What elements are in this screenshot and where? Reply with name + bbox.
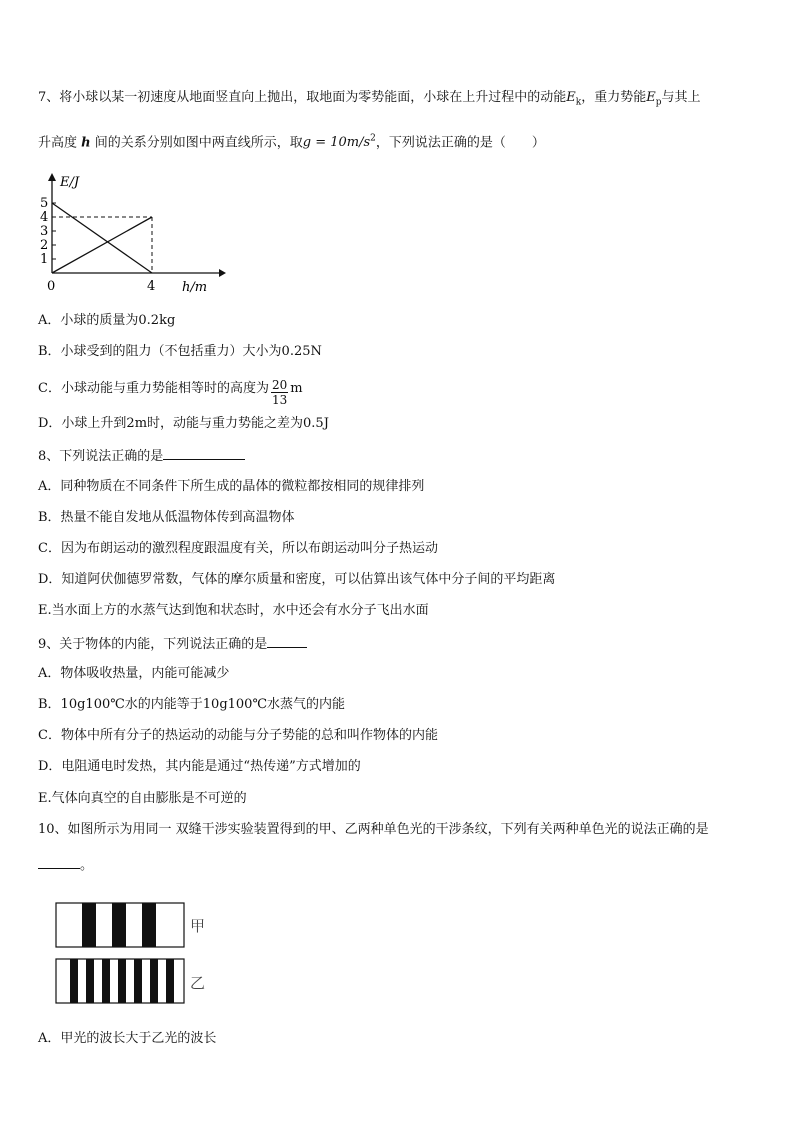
g-text: g = 10m/s: [302, 135, 371, 151]
y-tick-label: 4: [40, 210, 49, 225]
q7-option-b: B．小球受到的阻力（不包括重力）大小为0.25N: [38, 344, 322, 359]
g-equation: [303, 135, 376, 150]
q7-stem-line2: [38, 130, 545, 152]
q7-option-a: A．小球的质量为0.2kg: [38, 313, 176, 328]
dark-fringe: [112, 903, 126, 947]
y-tick-label: 1: [40, 252, 49, 267]
q7-text: ，下列说法正确的是（ ）: [375, 135, 545, 151]
q8-option-d: D．知道阿伏伽德罗常数，气体的摩尔质量和密度，可以估算出该气体中分子间的平均距离: [38, 572, 556, 587]
answer-blank: [38, 855, 80, 869]
label-yi: 乙: [190, 974, 206, 992]
dark-fringe: [86, 959, 94, 1003]
ek-letter: E: [566, 90, 576, 105]
q8-stem: [38, 446, 245, 466]
q8-option-c: C．因为布朗运动的激烈程度跟温度有关，所以布朗运动叫分子热运动: [38, 541, 438, 556]
label-jia: 甲: [190, 917, 206, 935]
q10-option-a: A．甲光的波长大于乙光的波长: [38, 1031, 217, 1046]
q9-option-d: D．电阻通电时发热，其内能是通过“热传递”方式增加的: [38, 759, 361, 774]
q7-option-c: [38, 378, 303, 407]
q7-text: 升高度: [38, 135, 78, 151]
q7-option-c-unit: m: [290, 381, 303, 396]
ep-letter: E: [646, 90, 656, 105]
y-tick-label: 5: [40, 196, 49, 211]
ep-symbol: [646, 90, 662, 108]
dark-fringe: [102, 959, 110, 1003]
q10-stem: 10、如图所示为用同一 双缝干涉实验装置得到的甲、乙两种单色光的干涉条纹，下列有关两种单色光的说法正确的是: [38, 822, 709, 837]
kinetic-energy-line: [52, 203, 152, 273]
q9-option-a: A．物体吸收热量，内能可能减少: [38, 666, 230, 681]
h-symbol: h: [81, 135, 91, 151]
y-tick-label: 2: [40, 238, 49, 253]
fraction: [271, 378, 288, 407]
x-axis-arrow: [219, 269, 226, 277]
energy-height-graph: [34, 170, 234, 300]
dark-fringe: [70, 959, 78, 1003]
answer-blank: [267, 634, 307, 648]
dark-fringe: [150, 959, 158, 1003]
x-tick-label: 4: [147, 279, 156, 294]
q9-stem: [38, 634, 307, 654]
origin-label: 0: [47, 279, 56, 294]
fraction-numerator: 20: [271, 378, 288, 392]
dark-fringe: [118, 959, 126, 1003]
q7-stem-line1: [38, 89, 701, 112]
q10-stem-period: 。: [80, 858, 94, 873]
g-exponent: 2: [370, 134, 376, 144]
dark-fringe: [134, 959, 142, 1003]
q10-stem-end: [38, 855, 93, 875]
y-tick-label: 3: [40, 224, 49, 239]
ep-subscript: p: [655, 97, 662, 108]
q8-option-a: A．同种物质在不同条件下所生成的晶体的微粒都按相同的规律排列: [38, 479, 425, 494]
q8-option-e: E.当水面上方的水蒸气达到饱和状态时，水中还会有水分子飞出水面: [38, 603, 429, 618]
q7-text: 与其上: [661, 90, 701, 105]
q7-text: 间的关系分别如图中两直线所示，取: [94, 135, 303, 151]
q9-option-b: B．10g100℃水的内能等于10g100℃水蒸气的内能: [38, 697, 345, 712]
dark-fringe: [142, 903, 156, 947]
potential-energy-line: [52, 217, 152, 273]
q7-text: 7、将小球以某一初速度从地面竖直向上抛出，取地面为零势能面，小球在上升过程中的动能: [38, 90, 567, 105]
ek-symbol: [566, 90, 582, 108]
q9-option-c: C．物体中所有分子的热运动的动能与分子势能的总和叫作物体的内能: [38, 728, 438, 743]
q9-option-e: E.气体向真空的自由膨胀是不可逆的: [38, 791, 247, 806]
y-axis-label: E/J: [60, 175, 80, 190]
q8-option-b: B．热量不能自发地从低温物体传到高温物体: [38, 510, 295, 525]
q7-option-d: D．小球上升到2m时，动能与重力势能之差为0.5J: [38, 416, 329, 431]
y-axis-arrow: [48, 173, 56, 181]
ek-subscript: k: [575, 97, 582, 108]
answer-blank: [163, 446, 245, 460]
q7-text: ，重力势能: [581, 90, 647, 105]
dark-fringe: [82, 903, 96, 947]
x-axis-label: h/m: [182, 280, 208, 295]
q7-option-c-text: C．小球动能与重力势能相等时的高度为: [38, 381, 269, 396]
q9-stem-text: 9、关于物体的内能，下列说法正确的是: [38, 637, 268, 652]
interference-fringes-figure: [50, 897, 230, 1009]
dark-fringe: [166, 959, 174, 1003]
fraction-denominator: 13: [271, 393, 288, 407]
q8-stem-text: 8、下列说法正确的是: [38, 449, 164, 464]
